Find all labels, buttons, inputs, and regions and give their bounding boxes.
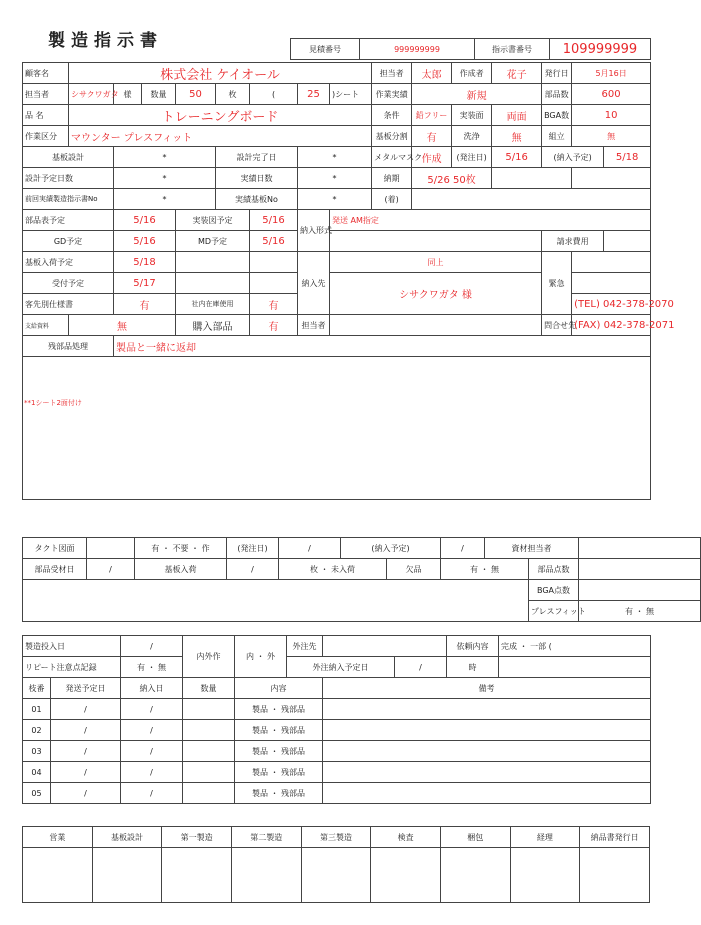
stamp-label: 営業 [23,827,93,848]
content-cell: 製品 ・ 残部品 [235,783,323,804]
qty-cell [183,720,235,741]
parts-plan-label: 部品表予定 [23,210,114,231]
record-value: 新規 [412,84,542,105]
tact-label: タクト図面 [23,538,87,559]
fax-value: (FAX) 042-378-2071 [572,315,651,336]
document-title: 製造指示書 [48,31,163,51]
wash-value: 無 [492,126,542,147]
purchase-value: 有 [250,315,298,336]
actual-days-label: 実績日数 [216,168,298,189]
stamp-box [371,848,441,903]
tel-value: (TEL) 042-378-2070 [572,294,651,315]
outsource-value [323,636,447,657]
split-label: 基板分割 [372,126,412,147]
delivered-slash: / [121,699,183,720]
staff-label: 担当者 [372,63,412,84]
memo-note: **1シート2面付け [24,399,82,407]
branch-no: 05 [23,783,51,804]
cond-label: 条件 [372,105,412,126]
leftover-value: 製品と一緒に返却 [114,336,651,357]
issue-label: 発行日 [542,63,572,84]
metal-value: 作成 [412,147,452,168]
bga-value: 10 [572,105,651,126]
prev-value: * [114,189,216,210]
delivered-slash: / [121,783,183,804]
tact-section [22,537,701,622]
qty-cell [183,762,235,783]
sheet-unit: )シート [330,84,372,105]
instruction-label: 指示書番号 [475,39,550,60]
contact-value: シサクワガタ [69,84,114,105]
stamp-box [23,848,93,903]
bga-label: BGA数 [542,105,572,126]
request-value: 完成 ・ 一部 ( [499,636,651,657]
name-label: 品 名 [23,105,69,126]
stamp-label: 経理 [510,827,580,848]
delivered-slash: / [121,741,183,762]
due-label: 納期 [372,168,412,189]
line-row [23,783,651,804]
start-slash: / [121,636,183,657]
parts-recv-slash: / [87,559,135,580]
creator-value: 花子 [492,63,542,84]
urgent-blank [572,252,651,273]
col-remarks: 備考 [323,678,651,699]
supply-value: 無 [69,315,176,336]
instruction-number: 109999999 [550,39,651,60]
md-label: MD予定 [176,231,250,252]
metal-delivery-label: (納入予定) [542,147,604,168]
actual-days-value: * [298,168,372,189]
parts-plan-value: 5/16 [114,210,176,231]
ship-date-slash: / [51,762,121,783]
stamp-label: 梱包 [440,827,510,848]
assy-value: 無 [572,126,651,147]
main-form [22,62,675,500]
ship-date-slash: / [51,720,121,741]
remarks-cell [323,699,651,720]
outdue-blank [499,657,651,678]
product-name: トレーニングボード [69,105,372,126]
receive-label: 受付予定 [23,273,114,294]
gd-value: 5/16 [114,231,176,252]
design-label: 基板設計 [23,147,114,168]
metal-order-label: (発注日) [452,147,492,168]
stamp-box [92,848,162,903]
actual-board-label: 実績基板No [216,189,298,210]
due-blank-b [572,168,651,189]
design-done-value: * [298,147,372,168]
qty-value: 50 [176,84,216,105]
supply-label: 支給資料 [23,315,69,336]
content-cell: 製品 ・ 残部品 [235,741,323,762]
stamp-label: 納品書発行日 [580,827,650,848]
press-value: 有 ・ 無 [579,601,701,622]
estimate-number: 999999999 [360,39,475,60]
delivered-slash: / [121,720,183,741]
metal-delivery-date: 5/18 [604,147,651,168]
remarks-cell [323,783,651,804]
mount-label: 実装面 [452,105,492,126]
parts-value: 600 [572,84,651,105]
repeat-label: リピート注意点記録 [23,657,121,678]
sheets-value: 25 [298,84,330,105]
stamp-box [440,848,510,903]
stamp-box [580,848,650,903]
line-row [23,762,651,783]
branch-no: 02 [23,720,51,741]
remarks-cell [323,720,651,741]
cond-value: 鉛フリー [412,105,452,126]
parts-label: 部品数 [542,84,572,105]
col-delivered: 納入日 [121,678,183,699]
receive-value: 5/17 [114,273,176,294]
contact-honorific: 様 [114,84,142,105]
dest-contact-blank [330,315,542,336]
qty-cell [183,783,235,804]
due-value: 5/26 50枚 [412,168,492,189]
material-value [579,538,701,559]
stamp-box [301,848,371,903]
inquiry-label: 問合せ先 [542,315,572,336]
stock-label: 社内在庫使用 [176,294,250,315]
board-count: 枚 ・ 未入荷 [279,559,387,580]
receive-blank-b [250,273,298,294]
md-value: 5/16 [250,231,298,252]
stamp-label: 検査 [371,827,441,848]
arrival-label: (着) [372,189,412,210]
prev-label: 前回実績製造指示書No [23,189,114,210]
gd-label: GD予定 [23,231,114,252]
stamp-label: 第三製造 [301,827,371,848]
customer-value: 株式会社 ケイオール [69,63,372,84]
points-label: 部品点数 [529,559,579,580]
short-value: 有 ・ 無 [441,559,529,580]
paren-open: ( [250,84,298,105]
remarks-cell [323,741,651,762]
plan-days-label: 設計予定日数 [23,168,114,189]
billing-label: 請求費用 [542,231,604,252]
stamp-box [510,848,580,903]
ship-form-label: 納入形式 [298,210,330,252]
content-cell: 製品 ・ 残部品 [235,720,323,741]
tact-delivery-slash: / [441,538,485,559]
dest-contact-label: 担当者 [298,315,330,336]
contact-label: 担当者 [23,84,69,105]
col-ship-date: 発送予定日 [51,678,121,699]
col-content: 内容 [235,678,323,699]
estimate-label: 見積番号 [291,39,360,60]
line-row [23,699,651,720]
ship-form-value: 発送 AM指定 [330,210,651,231]
header-numbers [290,38,651,60]
short-label: 欠品 [387,559,441,580]
div-value: マウンター プレスフィット [69,126,372,147]
tact-delivery-label: (納入予定) [341,538,441,559]
board-in-value: 5/18 [114,252,176,273]
production-section [22,635,651,804]
remarks-cell [323,762,651,783]
mount-plan-value: 5/16 [250,210,298,231]
metal-label: メタルマスク [372,147,412,168]
qty-label: 数量 [142,84,176,105]
col-branch: 枝番 [23,678,51,699]
branch-no: 04 [23,762,51,783]
line-row [23,720,651,741]
record-label: 作業実績 [372,84,412,105]
outdue-slash: / [395,657,447,678]
delivered-slash: / [121,762,183,783]
board-in-label: 基板入荷予定 [23,252,114,273]
dest-same: 同上 [330,252,542,273]
wash-label: 洗浄 [452,126,492,147]
request-label: 依頼内容 [447,636,499,657]
branch-no: 03 [23,741,51,762]
urgent-label: 緊急 [542,252,572,315]
actual-board-value: * [298,189,372,210]
dest-label: 納入先 [298,252,330,315]
stamp-box [231,848,301,903]
ship-date-slash: / [51,699,121,720]
branch-no: 01 [23,699,51,720]
customer-label: 顧客名 [23,63,69,84]
content-cell: 製品 ・ 残部品 [235,762,323,783]
stamp-box [162,848,232,903]
plan-days-value: * [114,168,216,189]
qty-cell [183,741,235,762]
stamp-section [22,826,650,903]
inout-label: 内外作 [183,636,235,678]
issue-date: 5月16日 [572,63,651,84]
purchase-label: 購入部品 [176,315,250,336]
memo-area [23,357,651,500]
design-value: * [114,147,216,168]
repeat-value: 有 ・ 無 [121,657,183,678]
ship-date-slash: / [51,741,121,762]
recv-blank [23,580,529,622]
ship-date-slash: / [51,783,121,804]
start-label: 製造投入日 [23,636,121,657]
outsource-label: 外注先 [287,636,323,657]
board-in-blank-b [250,252,298,273]
outdue-label: 外注納入予定日 [287,657,395,678]
board-recv-slash: / [227,559,279,580]
qty-unit: 枚 [216,84,250,105]
outdue-hour: 時 [447,657,499,678]
board-in-blank-a [176,252,250,273]
creator-label: 作成者 [452,63,492,84]
stamp-label: 第二製造 [231,827,301,848]
tact-options: 有 ・ 不要 ・ 作 [135,538,227,559]
leftover-label: 残部品処理 [23,336,114,357]
board-recv-label: 基板入荷 [135,559,227,580]
press-label: プレスフィット [529,601,579,622]
design-done-label: 設計完了日 [216,147,298,168]
dest-name: シサクワガタ 様 [330,273,542,315]
line-row [23,741,651,762]
receive-blank-c [572,273,651,294]
spec-label: 客先別仕様書 [23,294,114,315]
tact-order-slash: / [279,538,341,559]
staff-value: 太郎 [412,63,452,84]
metal-order-date: 5/16 [492,147,542,168]
billing-value [604,231,651,252]
qty-cell [183,699,235,720]
col-qty: 数量 [183,678,235,699]
bga-points-label: BGA点数 [529,580,579,601]
tact-blank [87,538,135,559]
content-cell: 製品 ・ 残部品 [235,699,323,720]
bga-points-value [579,580,701,601]
tact-order-label: (発注日) [227,538,279,559]
due-blank-a [492,168,572,189]
spec-value: 有 [114,294,176,315]
inout-value: 内 ・ 外 [235,636,287,678]
arrival-blank [412,189,651,210]
material-label: 資材担当者 [485,538,579,559]
stamp-label: 第一製造 [162,827,232,848]
receive-blank-a [176,273,250,294]
stock-value: 有 [250,294,298,315]
points-value [579,559,701,580]
mount-value: 両面 [492,105,542,126]
assy-label: 組立 [542,126,572,147]
mount-plan-label: 実装図予定 [176,210,250,231]
stamp-label: 基板設計 [92,827,162,848]
parts-recv-label: 部品受材日 [23,559,87,580]
split-value: 有 [412,126,452,147]
ship-blank [330,231,542,252]
div-label: 作業区分 [23,126,69,147]
